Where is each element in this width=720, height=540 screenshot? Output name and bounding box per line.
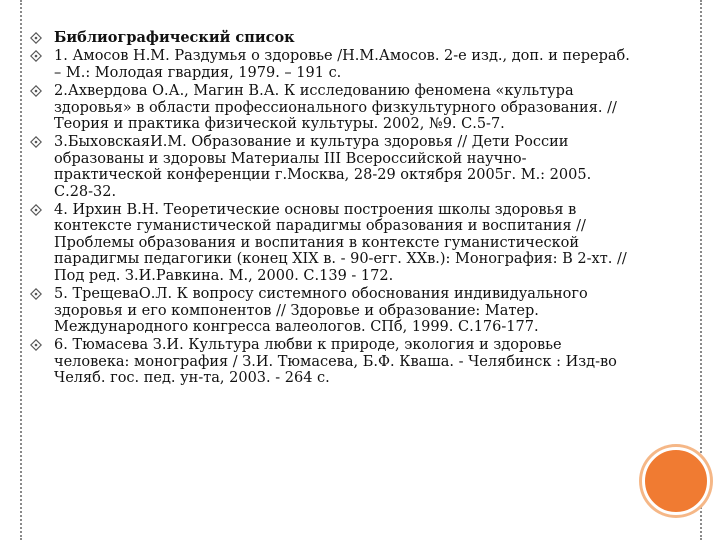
diamond-bullet-icon <box>30 32 42 44</box>
reference-text: 6. Тюмасева З.И. Культура любви к природе, экология и здоровье человека: монография / З.И. Тюмасева, Б.Ф. Кваша. - Челябинск : Изд-во Челяб. гос. пед. ун-та, 2003. - 264 с. <box>54 337 617 387</box>
right-dotted-border <box>700 0 720 540</box>
reference-text: 2.Ахвердова О.А., Магин В.А. К исследованию феномена «культура здоровья» в области профессионального физкультурного образования. // Теория и практика физической культуры. 2002, №9. С.5-7. <box>54 83 617 133</box>
reference-item <box>30 134 630 200</box>
reference-text: 5. ТрещеваО.Л. К вопросу системного обоснования индивидуального здоровья и его компонентов // Здоровье и образование: Матер. Международного конгресса валеологов. СПб, 1999. С.176-177. <box>54 286 588 335</box>
reference-item <box>30 337 630 386</box>
reference-item <box>30 202 630 284</box>
decorative-orange-circle <box>642 447 710 515</box>
bibliography-list <box>30 30 630 387</box>
diamond-bullet-icon <box>30 288 42 300</box>
diamond-bullet-icon <box>30 136 42 148</box>
diamond-bullet-icon <box>30 339 42 351</box>
reference-item <box>30 48 630 81</box>
reference-text: 4. Ирхин В.Н. Теоретические основы построения школы здоровья в контексте гуманистической парадигмы образования и воспитания // Проблемы образования и воспитания в контексте гуманистической парадигмы педагогики (конец XIX в. - 90-егг. XXв.): Монография: В 2-хт. // Под ред. З.И.Равкина. М., 2000. С.139 - 172. <box>54 202 627 284</box>
heading-text: Библиографический список <box>54 29 295 46</box>
diamond-bullet-icon <box>30 85 42 97</box>
left-dotted-border <box>0 0 22 540</box>
diamond-bullet-icon <box>30 50 42 62</box>
reference-item <box>30 83 630 132</box>
reference-text: 1. Амосов Н.М. Раздумья о здоровье /Н.М.Амосов. 2-е изд., доп. и перераб. – М.: Молодая гвардия, 1979. – 191 с. <box>54 48 630 81</box>
reference-text: 3.БыховскаяИ.М. Образование и культура здоровья // Дети России образованы и здоровы Материалы III Всероссийской научно-практической конференции г.Москва, 28-29 октября 2005г. М.: 2005. С.28-32. <box>54 134 592 200</box>
reference-item <box>30 286 630 335</box>
diamond-bullet-icon <box>30 204 42 216</box>
list-heading <box>30 30 630 46</box>
